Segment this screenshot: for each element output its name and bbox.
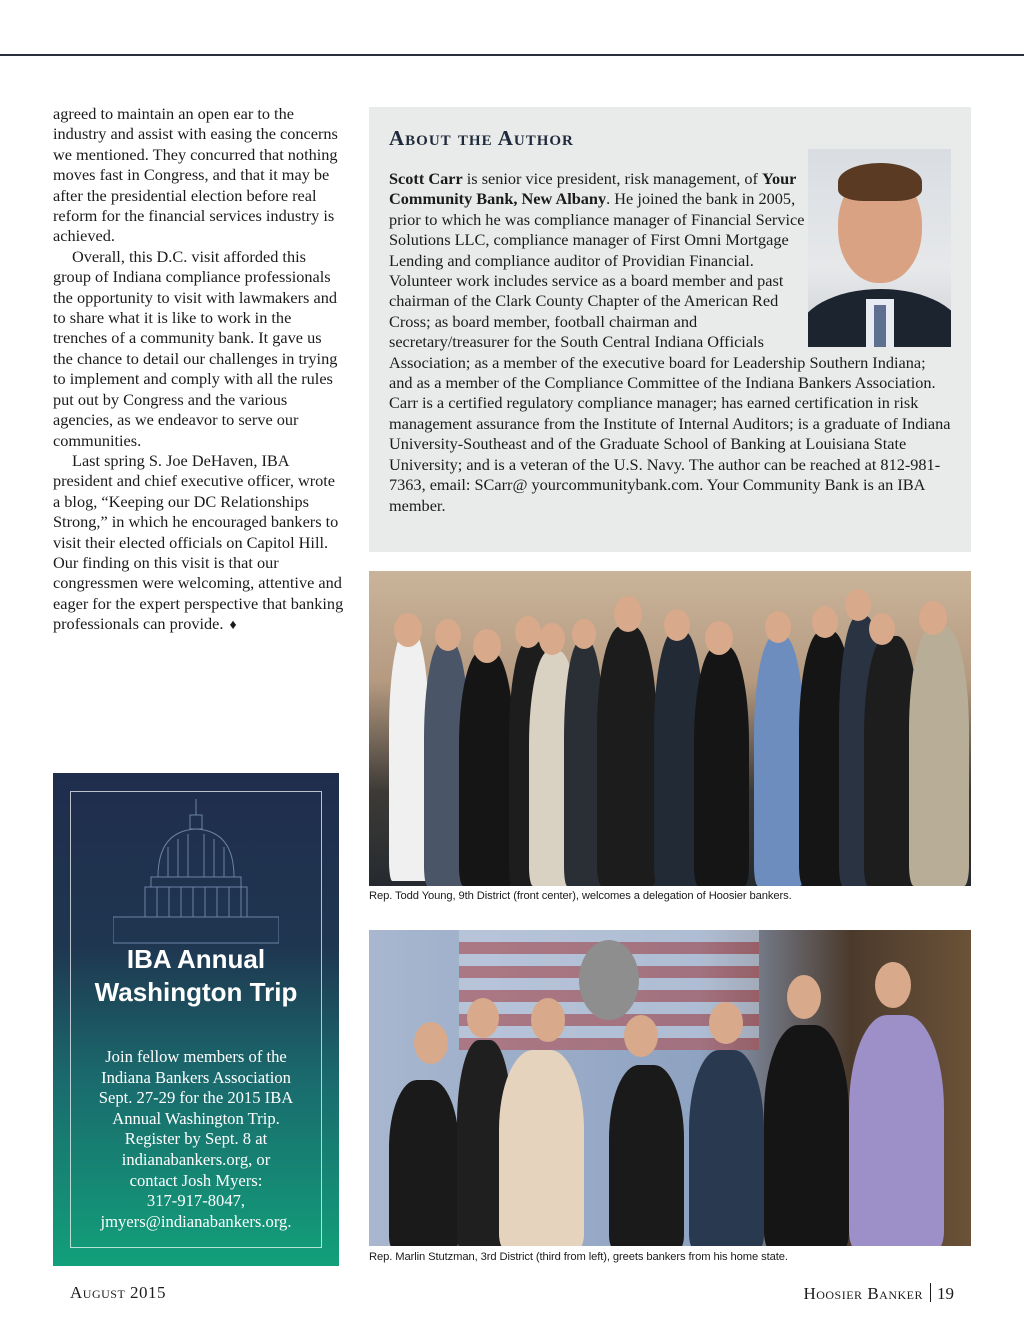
ad-title [53, 943, 339, 1009]
photo-caption-2: Rep. Marlin Stutzman, 3rd District (third from left), greets bankers from his home state. [369, 1251, 788, 1263]
person-shape [849, 1015, 944, 1246]
person-shape [389, 631, 429, 881]
person-shape [694, 646, 749, 886]
head-shape [787, 975, 821, 1019]
head-shape [473, 629, 501, 663]
paragraph-2: Overall, this D.C. visit afforded this group of Indiana compliance professionals the opportunity to visit with lawmakers and to share what it is like to work in the trenches of a community bank. It gave us the chance to detail our challenges in trying to implement and comply with all the rules put out by Congress and the various agencies, as we endeavor to serve our communities. [53, 246, 338, 450]
paragraph-1: agreed to maintain an open ear to the industry and assist with easing the concerns we mentioned. They concurred that nothing moves fast in Congress, and that it may be after the presidential election before real reform for the financial services industry is achieved. [53, 104, 338, 246]
head-shape [572, 619, 596, 649]
group-photo-marlin-stutzman [369, 930, 971, 1246]
ad-line: Sept. 27-29 for the 2015 IBA [98, 1088, 294, 1108]
head-shape [435, 619, 461, 651]
person-shape [689, 1050, 764, 1246]
person-shape [909, 626, 969, 886]
author-bank: Your Community Bank, New Albany [389, 169, 797, 209]
head-shape [664, 609, 690, 641]
head-shape [875, 962, 911, 1008]
author-headshot-photo [808, 149, 951, 347]
person-shape [499, 1050, 584, 1246]
footer-divider [930, 1283, 931, 1302]
head-shape [919, 601, 947, 635]
head-shape [869, 613, 895, 645]
ad-title-line-2: Washington Trip [94, 977, 298, 1007]
author-bio-part-a: is senior vice president, risk management, of [462, 169, 762, 188]
iba-washington-trip-ad [53, 773, 339, 1266]
author-tie-shape [874, 305, 886, 347]
publication-name: Hoosier Banker [803, 1284, 923, 1303]
head-shape [539, 623, 565, 655]
footer-issue-date: August 2015 [70, 1283, 167, 1302]
person-shape [754, 636, 804, 886]
ad-line: Annual Washington Trip. [112, 1108, 280, 1128]
head-shape [515, 616, 541, 648]
head-shape [765, 611, 791, 643]
about-author-heading: About the Author [389, 126, 574, 150]
author-name: Scott Carr [389, 169, 463, 188]
article-body-column [53, 104, 345, 637]
group-photo-todd-young [369, 571, 971, 886]
ad-line[interactable]: indianabankers.org, or [121, 1149, 271, 1169]
head-shape [467, 998, 499, 1038]
portrait-backdrop [579, 940, 639, 1020]
person-shape [389, 1080, 459, 1246]
top-rule [0, 54, 1024, 56]
person-shape [597, 626, 657, 886]
capitol-dome-icon [113, 797, 279, 947]
author-hair-shape [838, 163, 922, 201]
ad-line: Join fellow members of the [105, 1047, 287, 1066]
about-the-author-box [369, 107, 971, 552]
page-number: 19 [937, 1284, 954, 1303]
footer-publication [803, 1283, 954, 1304]
person-shape [459, 651, 514, 886]
head-shape [394, 613, 422, 647]
ad-line: Indiana Bankers Association [101, 1067, 291, 1087]
person-shape [764, 1025, 849, 1246]
head-shape [705, 621, 733, 655]
ad-line: contact Josh Myers: [129, 1170, 263, 1190]
head-shape [614, 596, 642, 632]
head-shape [624, 1015, 658, 1057]
ad-email-link[interactable]: jmyers@indianabankers.org. [100, 1211, 292, 1231]
person-shape [609, 1065, 684, 1246]
ad-line: Register by Sept. 8 at [124, 1129, 268, 1149]
head-shape [709, 1002, 743, 1044]
head-shape [414, 1022, 448, 1064]
head-shape [812, 606, 838, 638]
author-bio-part-b: . He joined the bank in 2005, prior to which he was compliance manager of Financial Service Solutions LLC, compliance manager of First Omni Mortgage Lending and compliance auditor of Providian Financial. Volunteer work includes service as a board member and past chairman of the Clark County Chapter of the American Red Cross; as board member, football chairman and secretary/treasurer for the South Central Indiana Officials Association; as a member of the executive board for Leadership Southern Indiana; and as a member of the Compliance Committee of the Indiana Bankers Association. Carr is a certified regulatory compliance manager; has earned certification in risk management assurance from the Institute of Internal Auditors; is a graduate of Indiana University-Southeast and of the Graduate School of Banking at Louisiana State University; and is a veteran of the U.S. Navy. The author can be reached at 812-981-7363, email: SCarr@ yourcommunitybank.com. Your Community Bank is an IBA member. [389, 189, 951, 515]
head-shape [531, 998, 565, 1042]
paragraph-3 [53, 451, 345, 637]
paragraph-3-text: Last spring S. Joe DeHaven, IBA president and chief executive officer, wrote a blog, “Keeping our DC Relationships Strong,” in which he encouraged bankers to visit their elected officials on Capitol Hill. Our finding on this visit is that our congressmen were welcoming, attentive and eager for the expert perspective that banking professionals can provide. [53, 450, 344, 634]
ad-title-line-1: IBA Annual [126, 944, 266, 974]
photo-caption-1: Rep. Todd Young, 9th District (front center), welcomes a delegation of Hoosier bankers. [369, 890, 792, 902]
ad-body-text [53, 1047, 339, 1232]
ad-line: 317-917-8047, [146, 1191, 246, 1211]
end-of-article-icon: ♦ [229, 618, 237, 634]
head-shape [845, 589, 871, 621]
